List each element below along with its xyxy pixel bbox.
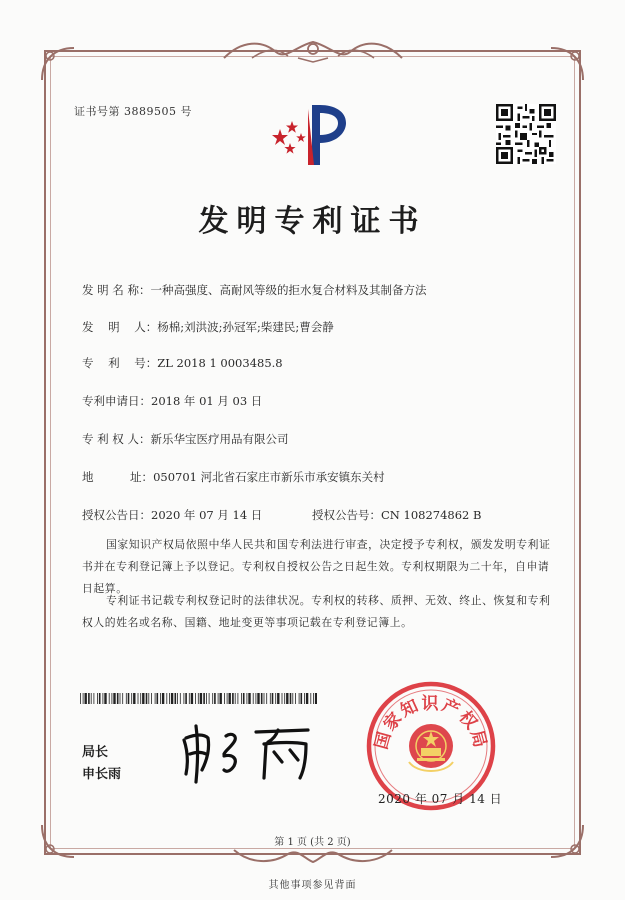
grant-statement-paragraph: 国家知识产权局依照中华人民共和国专利法进行审查，决定授予专利权，颁发发明专利证书并在专利登记簿上予以登记。专利权自授权公告之日起生效。专利权期限为二十年，自申请日起算。 [82,538,551,595]
qr-code-icon [496,104,556,164]
corner-ornament-top-right [547,44,587,84]
grant-date-row [82,507,262,523]
back-page-note: 其他事项参见背面 [268,880,357,891]
top-ornament [222,36,404,64]
seal-text: 国家知识产权局 [371,693,491,752]
patentee-value: 新乐华宝医疗用品有限公司 [150,432,289,446]
address-label: 地 址： [82,470,154,484]
patent-office-logo-icon [268,101,350,169]
legal-status-paragraph: 专利证书记载专利权登记时的法律状况。专利权的转移、质押、无效、终止、恢复和专利权人的姓名或名称、国籍、地址变更等事项记载在专利登记簿上。 [82,594,551,629]
grant-number-value: CN 108274862 B [381,508,482,522]
director-signature-icon [178,722,318,784]
inventor-label: 发 明 人： [82,320,158,334]
filing-date-value: 2018 年 01 月 03 日 [151,394,263,408]
director-name: 申长雨 [82,767,122,782]
director-title: 局长 [82,745,109,760]
filing-date-label: 专利申请日： [82,394,151,408]
grant-number-row [312,507,481,523]
patentee-row [82,431,288,447]
certificate-title: 发明专利证书 [198,204,427,239]
page-number: 第 1 页 (共 2 页) [274,837,351,848]
seal-date: 2020 年 07 月 14 日 [378,792,503,806]
bottom-ornament [232,846,394,868]
grant-number-label: 授权公告号： [312,508,381,522]
invention-name-label: 发 明 名 称： [82,283,151,297]
inventor-value: 杨棉;刘洪波;孙冠军;柴建民;曹会静 [157,320,334,334]
corner-ornament-top-left [38,44,78,84]
grant-date-label: 授权公告日： [82,508,151,522]
patent-number-value: ZL 2018 1 0003485.8 [157,356,283,370]
inventor-row [82,319,334,335]
patentee-label: 专 利 权 人： [82,432,151,446]
address-value: 050701 河北省石家庄市新乐市承安镇东关村 [153,470,385,484]
patent-number-row [82,355,283,371]
barcode-icon [80,693,317,704]
invention-name-row [82,282,426,298]
grant-date-value: 2020 年 07 月 14 日 [151,508,263,522]
address-row [82,469,385,485]
invention-name-value: 一种高强度、高耐风等级的拒水复合材料及其制备方法 [150,283,427,297]
patent-number-label: 专 利 号： [82,356,158,370]
filing-date-row [82,393,262,409]
certificate-number: 证书号第 3889505 号 [74,105,192,118]
